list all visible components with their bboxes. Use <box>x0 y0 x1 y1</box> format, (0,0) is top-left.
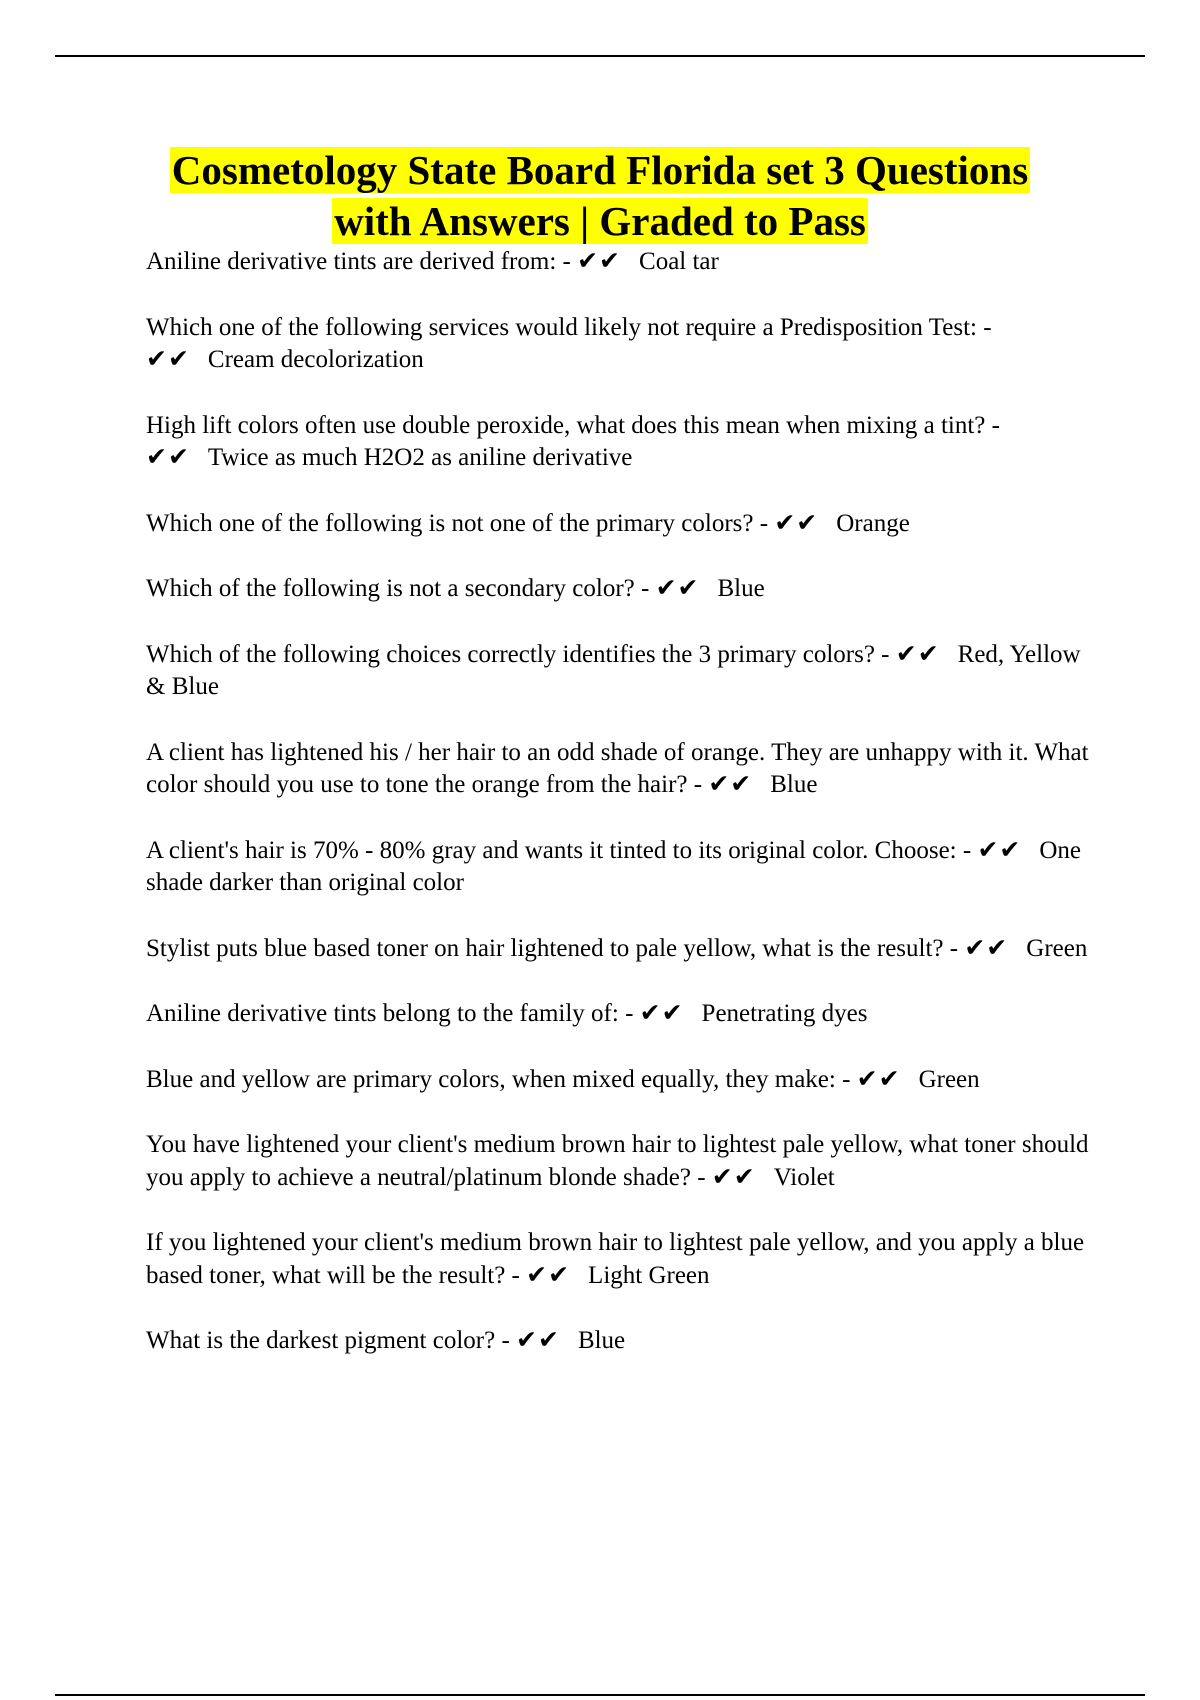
title-line-2: with Answers | Graded to Pass <box>334 198 866 244</box>
answer-text: Penetrating dyes <box>701 1000 868 1027</box>
title-line-1: Cosmetology State Board Florida set 3 Questions <box>171 147 1029 193</box>
answer-text: Violet <box>773 1163 835 1191</box>
qa-item <box>146 835 1096 900</box>
double-checkmark-icon: ✔✔ <box>856 1065 901 1093</box>
footer-rule <box>55 1694 1145 1696</box>
question-text: Which one of the following is not one of the primary colors? - <box>146 509 769 537</box>
qa-item <box>146 312 1096 377</box>
question-text: Which of the following is not a secondary color? - <box>146 575 650 602</box>
question-text: Aniline derivative tints belong to the family of: - <box>146 1000 634 1027</box>
qa-item <box>146 1227 1096 1292</box>
header-rule <box>55 55 1145 57</box>
double-checkmark-icon: ✔✔ <box>708 771 753 798</box>
answer-text: One shade darker than original color <box>146 836 1082 896</box>
document-title <box>0 145 1200 247</box>
question-text: Aniline derivative tints are derived from: - <box>146 248 571 275</box>
question-text: You have lightened your client's medium brown hair to lightest pale yellow, what toner should you apply to achieve a neutral/platinum blonde shade? - <box>146 1131 1089 1191</box>
question-text: High lift colors often use double peroxide, what does this mean when mixing a tint? - <box>146 411 1000 439</box>
double-checkmark-icon: ✔✔ <box>146 444 190 471</box>
question-text: A client has lightened his / her hair to an odd shade of orange. They are unhappy with it. What color should you use to tone the orange from the hair? - <box>146 738 1089 798</box>
qa-item <box>146 998 1096 1031</box>
answer-text: Blue <box>717 575 765 602</box>
question-text: If you lightened your client's medium brown hair to lightest pale yellow, and you apply a blue based toner, what will be the result? - <box>146 1229 1085 1289</box>
question-text: Blue and yellow are primary colors, when mixed equally, they make: - <box>146 1065 851 1093</box>
double-checkmark-icon: ✔✔ <box>516 1327 560 1354</box>
answer-text: Green <box>1026 934 1088 962</box>
qa-item <box>146 639 1096 704</box>
answer-text: Red, Yellow & Blue <box>146 640 1081 700</box>
qa-item <box>146 410 1096 475</box>
answer-text: Cream decolorization <box>207 346 424 373</box>
double-checkmark-icon: ✔✔ <box>526 1261 571 1289</box>
double-checkmark-icon: ✔✔ <box>711 1163 756 1191</box>
qa-item <box>146 573 1096 606</box>
double-checkmark-icon: ✔✔ <box>146 346 190 373</box>
answer-text: Green <box>918 1065 980 1093</box>
answer-text: Light Green <box>588 1261 710 1289</box>
double-checkmark-icon: ✔✔ <box>774 509 819 537</box>
answer-text: Coal tar <box>639 248 719 275</box>
double-checkmark-icon: ✔✔ <box>895 640 940 668</box>
qa-item <box>146 1325 1096 1358</box>
answer-text: Orange <box>836 509 910 537</box>
question-text: Which of the following choices correctly identifies the 3 primary colors? - <box>146 640 890 668</box>
answer-text: Blue <box>770 771 818 798</box>
double-checkmark-icon: ✔✔ <box>964 934 1009 962</box>
qa-item <box>146 246 1096 279</box>
qa-item <box>146 933 1096 966</box>
double-checkmark-icon: ✔✔ <box>977 836 1022 864</box>
question-text: A client's hair is 70% - 80% gray and wants it tinted to its original color. Choose: - <box>146 836 972 864</box>
question-text: Stylist puts blue based toner on hair lightened to pale yellow, what is the result? - <box>146 934 959 962</box>
qa-item <box>146 508 1096 541</box>
question-text: What is the darkest pigment color? - <box>146 1327 510 1354</box>
answer-text: Blue <box>577 1327 626 1354</box>
double-checkmark-icon: ✔✔ <box>639 1000 684 1027</box>
answer-text: Twice as much H2O2 as aniline derivative <box>207 444 633 471</box>
double-checkmark-icon: ✔✔ <box>577 248 622 275</box>
double-checkmark-icon: ✔✔ <box>655 575 700 602</box>
qa-item <box>146 1129 1096 1194</box>
qa-item <box>146 1064 1096 1097</box>
question-text: Which one of the following services would likely not require a Predisposition Test: - <box>146 313 992 341</box>
question-answer-list <box>146 246 1096 1391</box>
qa-item <box>146 737 1096 802</box>
